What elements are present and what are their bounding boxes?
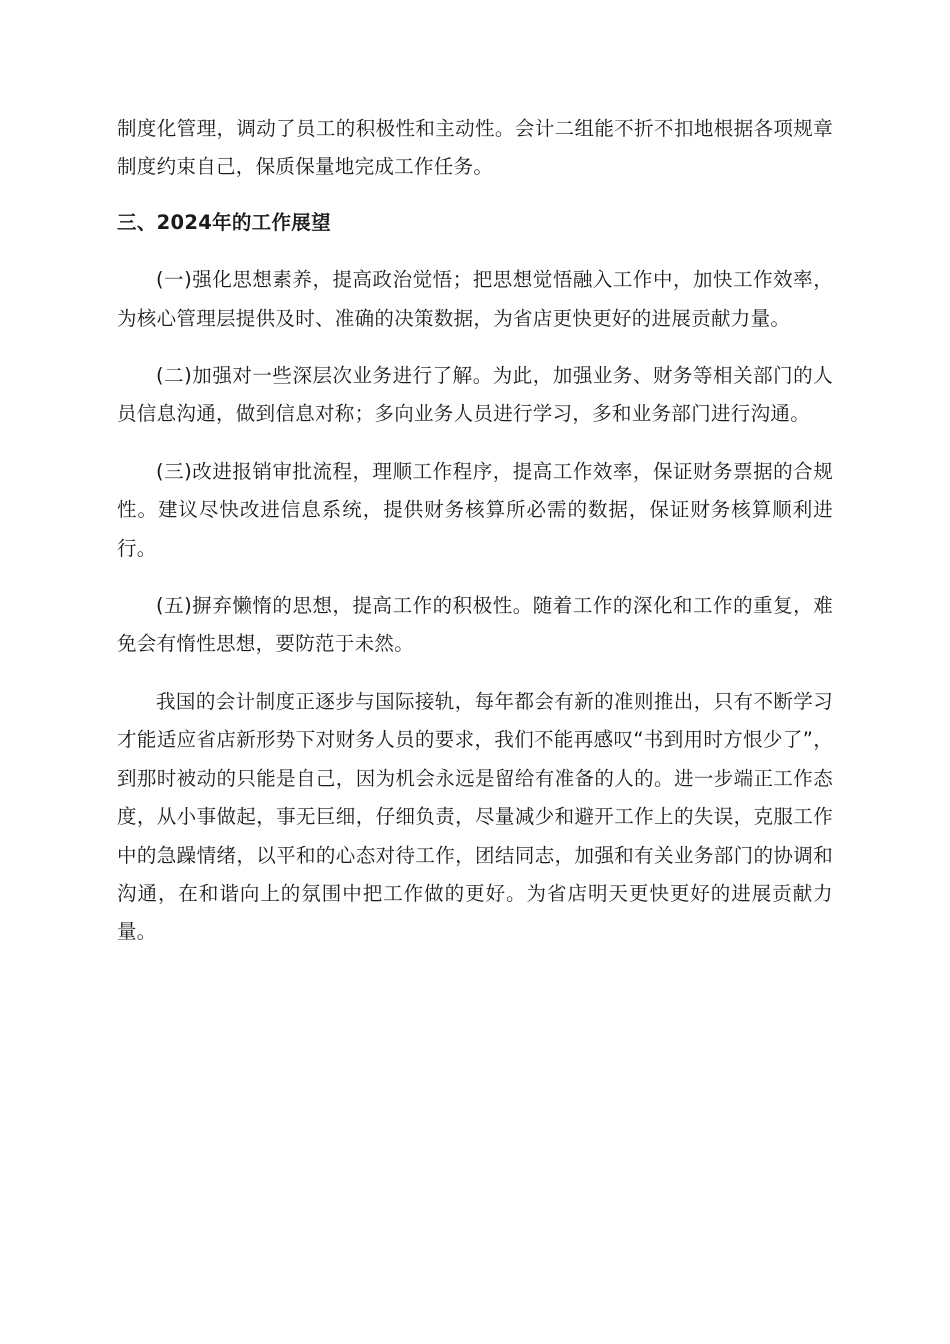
paragraph-item-1: (一)强化思想素养，提高政治觉悟；把思想觉悟融入工作中，加快工作效率，为核心管理层提供及时、准确的决策数据，为省店更快更好的进展贡献力量。: [117, 268, 833, 330]
paragraph-item-2: (二)加强对一些深层次业务进行了解。为此，加强业务、财务等相关部门的人员信息沟通，做到信息对称；多向业务人员进行学习，多和业务部门进行沟通。: [117, 364, 833, 426]
paragraph-conclusion: 我国的会计制度正逐步与国际接轨，每年都会有新的准则推出，只有不断学习才能适应省店新形势下对财务人员的要求，我们不能再感叹“书到用时方恨少了”，到那时被动的只能是自己，因为机会永远是留给有准备的人的。进一步端正工作态度，从小事做起，事无巨细，仔细负责，尽量减少和避开工作上的失误，克服工作中的急躁情绪，以平和的心态对待工作，团结同志，加强和有关业务部门的协调和沟通，在和谐向上的氛围中把工作做的更好。为省店明天更快更好的进展贡献力量。: [117, 689, 833, 944]
section-heading: 三、2024年的工作展望: [117, 210, 331, 234]
paragraph-continuation: 制度化管理，调动了员工的积极性和主动性。会计二组能不折不扣地根据各项规章制度约束自己，保质保量地完成工作任务。: [117, 117, 833, 179]
paragraph-item-5: (五)摒弃懒惰的思想，提高工作的积极性。随着工作的深化和工作的重复，难免会有惰性思想，要防范于未然。: [117, 594, 833, 656]
document-page: [117, 110, 833, 952]
paragraph-item-3: (三)改进报销审批流程，理顺工作程序，提高工作效率，保证财务票据的合规性。建议尽快改进信息系统，提供财务核算所必需的数据，保证财务核算顺利进行。: [117, 459, 833, 560]
